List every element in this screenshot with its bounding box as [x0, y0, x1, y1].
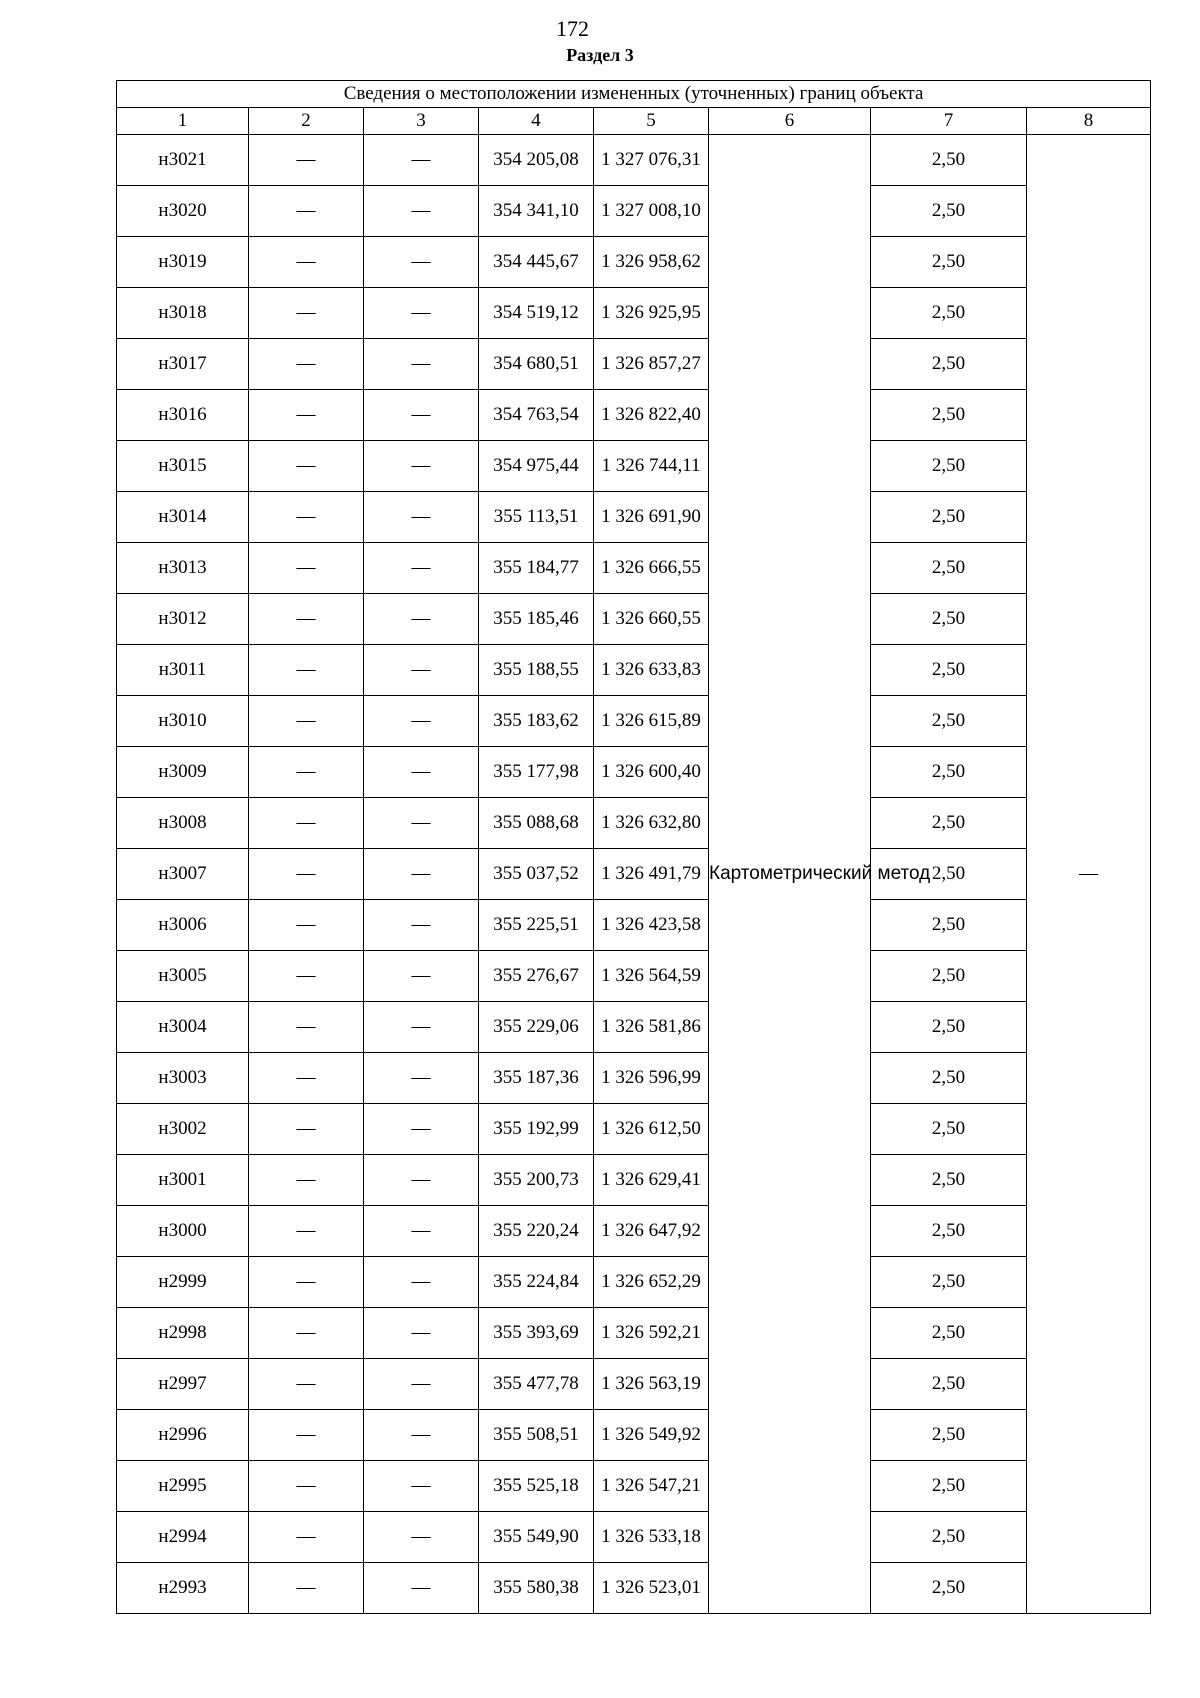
table-row [117, 1410, 1151, 1461]
dash-cell: — [364, 237, 479, 288]
dash-cell: — [364, 390, 479, 441]
y-coordinate-cell: 1 326 564,59 [594, 951, 709, 1002]
dash-cell: — [249, 849, 364, 900]
point-id-cell: н3010 [117, 696, 249, 747]
y-coordinate-cell: 1 327 076,31 [594, 135, 709, 186]
table-caption: Сведения о местоположении измененных (уточненных) границ объекта [117, 81, 1151, 108]
table-body [117, 135, 1151, 1614]
x-coordinate-cell: 355 088,68 [479, 798, 594, 849]
dash-cell: — [249, 1512, 364, 1563]
accuracy-cell: 2,50 [871, 798, 1027, 849]
dash-cell: — [364, 288, 479, 339]
y-coordinate-cell: 1 326 660,55 [594, 594, 709, 645]
table-row [117, 1002, 1151, 1053]
accuracy-cell: 2,50 [871, 288, 1027, 339]
accuracy-cell: 2,50 [871, 1410, 1027, 1461]
accuracy-cell: 2,50 [871, 1461, 1027, 1512]
table-row [117, 492, 1151, 543]
dash-cell: — [249, 1410, 364, 1461]
dash-cell: — [249, 1002, 364, 1053]
y-coordinate-cell: 1 326 547,21 [594, 1461, 709, 1512]
dash-cell: — [249, 1206, 364, 1257]
table-row [117, 288, 1151, 339]
column-header: 1 [117, 108, 249, 135]
y-coordinate-cell: 1 326 592,21 [594, 1308, 709, 1359]
x-coordinate-cell: 355 177,98 [479, 747, 594, 798]
dash-cell: — [249, 696, 364, 747]
dash-cell: — [364, 849, 479, 900]
section-title: Раздел 3 [566, 45, 634, 65]
x-coordinate-cell: 354 519,12 [479, 288, 594, 339]
y-coordinate-cell: 1 326 857,27 [594, 339, 709, 390]
table-row [117, 543, 1151, 594]
accuracy-cell: 2,50 [871, 1563, 1027, 1614]
table-row [117, 1308, 1151, 1359]
accuracy-cell: 2,50 [871, 594, 1027, 645]
accuracy-cell: 2,50 [871, 849, 1027, 900]
table-row [117, 1104, 1151, 1155]
accuracy-cell: 2,50 [871, 339, 1027, 390]
dash-cell: — [364, 1461, 479, 1512]
point-id-cell: н2998 [117, 1308, 249, 1359]
accuracy-cell: 2,50 [871, 1512, 1027, 1563]
table-row [117, 237, 1151, 288]
table-row [117, 1359, 1151, 1410]
point-id-cell: н3006 [117, 900, 249, 951]
y-coordinate-cell: 1 326 744,11 [594, 441, 709, 492]
dash-cell: — [249, 288, 364, 339]
accuracy-cell: 2,50 [871, 900, 1027, 951]
x-coordinate-cell: 354 341,10 [479, 186, 594, 237]
y-coordinate-cell: 1 326 612,50 [594, 1104, 709, 1155]
point-id-cell: н2993 [117, 1563, 249, 1614]
dash-cell: — [249, 1308, 364, 1359]
y-coordinate-cell: 1 326 666,55 [594, 543, 709, 594]
method-cell: Картометрический метод [709, 135, 871, 1614]
accuracy-cell: 2,50 [871, 951, 1027, 1002]
dash-cell: — [364, 1359, 479, 1410]
y-coordinate-cell: 1 326 652,29 [594, 1257, 709, 1308]
accuracy-cell: 2,50 [871, 1002, 1027, 1053]
page-number: 172 [556, 16, 589, 41]
table-row [117, 390, 1151, 441]
table-row [117, 1257, 1151, 1308]
table-row [117, 339, 1151, 390]
point-id-cell: н3004 [117, 1002, 249, 1053]
dash-cell: — [364, 1410, 479, 1461]
point-id-cell: н3008 [117, 798, 249, 849]
column-header: 2 [249, 108, 364, 135]
column-header: 7 [871, 108, 1027, 135]
point-id-cell: н3021 [117, 135, 249, 186]
accuracy-cell: 2,50 [871, 1155, 1027, 1206]
y-coordinate-cell: 1 326 691,90 [594, 492, 709, 543]
x-coordinate-cell: 354 205,08 [479, 135, 594, 186]
x-coordinate-cell: 355 525,18 [479, 1461, 594, 1512]
dash-cell: — [364, 1563, 479, 1614]
y-coordinate-cell: 1 327 008,10 [594, 186, 709, 237]
dash-cell: — [249, 186, 364, 237]
table-row [117, 1206, 1151, 1257]
y-coordinate-cell: 1 326 423,58 [594, 900, 709, 951]
dash-cell: — [249, 1359, 364, 1410]
accuracy-cell: 2,50 [871, 1206, 1027, 1257]
accuracy-cell: 2,50 [871, 696, 1027, 747]
x-coordinate-cell: 355 187,36 [479, 1053, 594, 1104]
dash-cell: — [364, 594, 479, 645]
dash-cell: — [249, 492, 364, 543]
accuracy-cell: 2,50 [871, 543, 1027, 594]
x-coordinate-cell: 355 580,38 [479, 1563, 594, 1614]
table-row [117, 1563, 1151, 1614]
accuracy-cell: 2,50 [871, 1308, 1027, 1359]
column-number-row [117, 108, 1151, 135]
column-header: 8 [1027, 108, 1151, 135]
x-coordinate-cell: 355 200,73 [479, 1155, 594, 1206]
dash-cell: — [364, 186, 479, 237]
dash-cell: — [249, 1104, 364, 1155]
point-id-cell: н2997 [117, 1359, 249, 1410]
dash-cell: — [249, 390, 364, 441]
dash-cell: — [249, 1155, 364, 1206]
x-coordinate-cell: 355 224,84 [479, 1257, 594, 1308]
dash-cell: — [249, 798, 364, 849]
y-coordinate-cell: 1 326 600,40 [594, 747, 709, 798]
point-id-cell: н3020 [117, 186, 249, 237]
dash-cell: — [364, 492, 479, 543]
dash-cell: — [364, 1512, 479, 1563]
dash-cell: — [249, 1053, 364, 1104]
x-coordinate-cell: 355 184,77 [479, 543, 594, 594]
x-coordinate-cell: 355 276,67 [479, 951, 594, 1002]
dash-cell: — [364, 1155, 479, 1206]
dash-cell: — [249, 1257, 364, 1308]
table-row [117, 951, 1151, 1002]
point-id-cell: н3009 [117, 747, 249, 798]
point-id-cell: н3018 [117, 288, 249, 339]
point-id-cell: н3015 [117, 441, 249, 492]
point-id-cell: н3007 [117, 849, 249, 900]
x-coordinate-cell: 355 183,62 [479, 696, 594, 747]
table-row [117, 645, 1151, 696]
x-coordinate-cell: 355 113,51 [479, 492, 594, 543]
table-row [117, 696, 1151, 747]
y-coordinate-cell: 1 326 491,79 [594, 849, 709, 900]
accuracy-cell: 2,50 [871, 390, 1027, 441]
column-8-cell: — [1027, 135, 1151, 1614]
y-coordinate-cell: 1 326 629,41 [594, 1155, 709, 1206]
point-id-cell: н3000 [117, 1206, 249, 1257]
dash-cell: — [364, 135, 479, 186]
table-row [117, 1461, 1151, 1512]
x-coordinate-cell: 354 763,54 [479, 390, 594, 441]
x-coordinate-cell: 355 037,52 [479, 849, 594, 900]
accuracy-cell: 2,50 [871, 441, 1027, 492]
dash-cell: — [364, 1257, 479, 1308]
x-coordinate-cell: 354 680,51 [479, 339, 594, 390]
table-row [117, 594, 1151, 645]
table-row [117, 186, 1151, 237]
table-row [117, 135, 1151, 186]
table-row [117, 1155, 1151, 1206]
dash-cell: — [364, 696, 479, 747]
table-row [117, 798, 1151, 849]
y-coordinate-cell: 1 326 596,99 [594, 1053, 709, 1104]
point-id-cell: н2995 [117, 1461, 249, 1512]
accuracy-cell: 2,50 [871, 645, 1027, 696]
point-id-cell: н3014 [117, 492, 249, 543]
x-coordinate-cell: 355 188,55 [479, 645, 594, 696]
accuracy-cell: 2,50 [871, 237, 1027, 288]
point-id-cell: н3017 [117, 339, 249, 390]
dash-cell: — [364, 900, 479, 951]
y-coordinate-cell: 1 326 822,40 [594, 390, 709, 441]
dash-cell: — [364, 543, 479, 594]
dash-cell: — [249, 441, 364, 492]
y-coordinate-cell: 1 326 632,80 [594, 798, 709, 849]
x-coordinate-cell: 355 549,90 [479, 1512, 594, 1563]
dash-cell: — [249, 135, 364, 186]
table-row [117, 1053, 1151, 1104]
point-id-cell: н3013 [117, 543, 249, 594]
dash-cell: — [249, 594, 364, 645]
y-coordinate-cell: 1 326 523,01 [594, 1563, 709, 1614]
dash-cell: — [249, 339, 364, 390]
point-id-cell: н2999 [117, 1257, 249, 1308]
accuracy-cell: 2,50 [871, 747, 1027, 798]
accuracy-cell: 2,50 [871, 186, 1027, 237]
dash-cell: — [364, 1104, 479, 1155]
point-id-cell: н3002 [117, 1104, 249, 1155]
x-coordinate-cell: 355 229,06 [479, 1002, 594, 1053]
x-coordinate-cell: 355 477,78 [479, 1359, 594, 1410]
accuracy-cell: 2,50 [871, 1053, 1027, 1104]
dash-cell: — [249, 747, 364, 798]
y-coordinate-cell: 1 326 958,62 [594, 237, 709, 288]
column-header: 5 [594, 108, 709, 135]
y-coordinate-cell: 1 326 563,19 [594, 1359, 709, 1410]
dash-cell: — [249, 1461, 364, 1512]
x-coordinate-cell: 355 220,24 [479, 1206, 594, 1257]
boundary-coordinates-table [116, 80, 1151, 1614]
dash-cell: — [364, 1308, 479, 1359]
y-coordinate-cell: 1 326 647,92 [594, 1206, 709, 1257]
dash-cell: — [249, 237, 364, 288]
x-coordinate-cell: 355 185,46 [479, 594, 594, 645]
dash-cell: — [249, 951, 364, 1002]
dash-cell: — [364, 951, 479, 1002]
table-row [117, 900, 1151, 951]
y-coordinate-cell: 1 326 925,95 [594, 288, 709, 339]
dash-cell: — [364, 645, 479, 696]
dash-cell: — [364, 1206, 479, 1257]
column-header: 3 [364, 108, 479, 135]
point-id-cell: н3001 [117, 1155, 249, 1206]
point-id-cell: н3019 [117, 237, 249, 288]
x-coordinate-cell: 355 192,99 [479, 1104, 594, 1155]
x-coordinate-cell: 355 225,51 [479, 900, 594, 951]
accuracy-cell: 2,50 [871, 1257, 1027, 1308]
dash-cell: — [249, 1563, 364, 1614]
x-coordinate-cell: 355 508,51 [479, 1410, 594, 1461]
dash-cell: — [249, 900, 364, 951]
dash-cell: — [364, 1053, 479, 1104]
x-coordinate-cell: 355 393,69 [479, 1308, 594, 1359]
accuracy-cell: 2,50 [871, 135, 1027, 186]
point-id-cell: н3003 [117, 1053, 249, 1104]
dash-cell: — [249, 645, 364, 696]
column-header: 6 [709, 108, 871, 135]
y-coordinate-cell: 1 326 533,18 [594, 1512, 709, 1563]
point-id-cell: н2994 [117, 1512, 249, 1563]
point-id-cell: н2996 [117, 1410, 249, 1461]
dash-cell: — [364, 441, 479, 492]
x-coordinate-cell: 354 975,44 [479, 441, 594, 492]
dash-cell: — [364, 1002, 479, 1053]
x-coordinate-cell: 354 445,67 [479, 237, 594, 288]
table-row [117, 849, 1151, 900]
dash-cell: — [364, 747, 479, 798]
accuracy-cell: 2,50 [871, 492, 1027, 543]
column-header: 4 [479, 108, 594, 135]
accuracy-cell: 2,50 [871, 1104, 1027, 1155]
point-id-cell: н3005 [117, 951, 249, 1002]
y-coordinate-cell: 1 326 633,83 [594, 645, 709, 696]
table-row [117, 1512, 1151, 1563]
y-coordinate-cell: 1 326 615,89 [594, 696, 709, 747]
point-id-cell: н3011 [117, 645, 249, 696]
point-id-cell: н3012 [117, 594, 249, 645]
table-row [117, 441, 1151, 492]
y-coordinate-cell: 1 326 581,86 [594, 1002, 709, 1053]
dash-cell: — [249, 543, 364, 594]
y-coordinate-cell: 1 326 549,92 [594, 1410, 709, 1461]
table-row [117, 747, 1151, 798]
accuracy-cell: 2,50 [871, 1359, 1027, 1410]
dash-cell: — [364, 798, 479, 849]
point-id-cell: н3016 [117, 390, 249, 441]
dash-cell: — [364, 339, 479, 390]
